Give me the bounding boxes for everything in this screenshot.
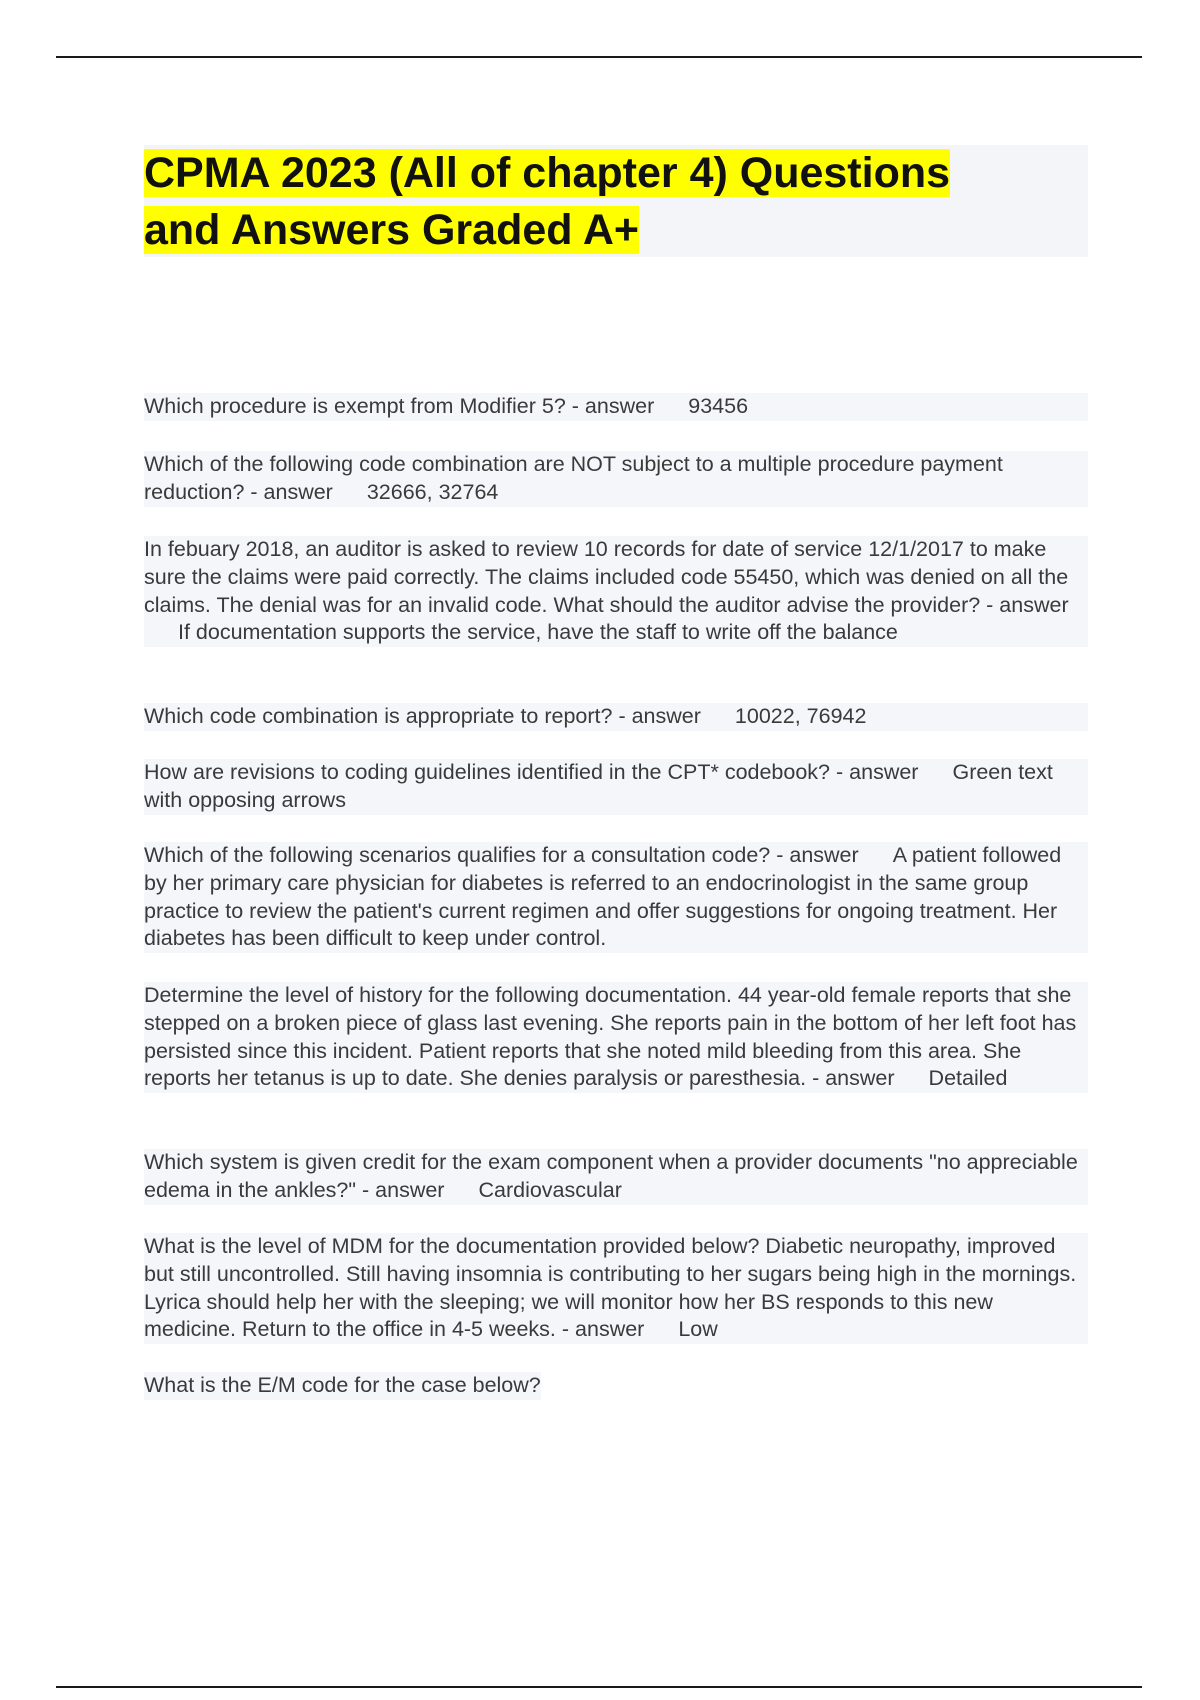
answer-text: A patient followed by her primary care physician for diabetes is referred to an endocrinologist in the same group practice to review the patient's current regimen and offer suggestions for ongoing treatment. Her diabetes has been difficult to keep under control. bbox=[144, 843, 1068, 951]
answer-separator: - answer bbox=[571, 394, 655, 418]
title-line-2: and Answers Graded A+ bbox=[144, 206, 640, 254]
answer-text: 32666, 32764 bbox=[366, 479, 499, 504]
qa-item-6 bbox=[144, 842, 1088, 953]
bottom-rule bbox=[56, 1686, 1142, 1688]
answer-separator: - answer bbox=[561, 1317, 645, 1342]
answer-text: Cardiovascular bbox=[478, 1177, 622, 1202]
answer-separator: - answer bbox=[618, 704, 701, 728]
answer-text: Low bbox=[678, 1317, 718, 1342]
answer-text: Detailed bbox=[928, 1066, 1008, 1091]
answer-separator: - answer bbox=[986, 592, 1069, 617]
answer-text: Green text with opposing arrows bbox=[144, 760, 1059, 812]
answer-separator: - answer bbox=[362, 1177, 445, 1202]
qa-item-1 bbox=[144, 393, 1088, 421]
question-text: Determine the level of history for the following documentation. 44 year-old female reports that she stepped on a broken piece of glass last evening. She reports pain in the bottom of her left foot has persisted since this incident. Patient reports that she noted mild bleeding from this area. She reports her tetanus is up to date. She denies paralysis or paresthesia. bbox=[144, 983, 1083, 1091]
qa-item-7 bbox=[144, 982, 1088, 1093]
answer-text: 10022, 76942 bbox=[734, 704, 867, 728]
answer-separator: - answer bbox=[812, 1066, 895, 1091]
question-text: What is the E/M code for the case below? bbox=[144, 1373, 541, 1397]
qa-item-8 bbox=[144, 1149, 1088, 1205]
question-text: How are revisions to coding guidelines identified in the CPT* codebook? bbox=[144, 760, 831, 784]
answer-text: 93456 bbox=[688, 394, 749, 418]
qa-item-2 bbox=[144, 451, 1088, 507]
qa-item-4 bbox=[144, 703, 1088, 731]
question-text: Which of the following scenarios qualifies for a consultation code? bbox=[144, 843, 771, 867]
question-text: Which system is given credit for the exam component when a provider documents "no appreciable edema in the ankles?" bbox=[144, 1150, 1084, 1202]
question-text: Which procedure is exempt from Modifier 5? bbox=[144, 394, 566, 418]
answer-text: If documentation supports the service, have the staff to write off the balance bbox=[178, 620, 898, 645]
qa-item-3 bbox=[144, 536, 1088, 647]
qa-item-9 bbox=[144, 1233, 1088, 1344]
document-title bbox=[144, 145, 1074, 259]
answer-separator: - answer bbox=[776, 843, 859, 867]
top-rule bbox=[56, 56, 1142, 58]
question-text: What is the level of MDM for the documentation provided below? Diabetic neuropathy, improved but still uncontrolled. Still having insomnia is contributing to her sugars being high in the mornings. Lyrica should help her with the sleeping; we will monitor how her BS responds to this new medicine. Return to the office in 4-5 weeks. bbox=[144, 1234, 1083, 1342]
question-text: Which of the following code combination are NOT subject to a multiple procedure payment reduction? bbox=[144, 452, 1009, 504]
answer-separator: - answer bbox=[250, 479, 333, 504]
title-line-1: CPMA 2023 (All of chapter 4) Questions bbox=[144, 149, 951, 197]
qa-item-5 bbox=[144, 759, 1088, 815]
qa-item-10 bbox=[144, 1372, 541, 1400]
question-text: In febuary 2018, an auditor is asked to review 10 records for date of service 12/1/2017 to make sure the claims were paid correctly. The claims included code 55450, which was denied on all the claims. The denial was for an invalid code. What should the auditor advise the provider? bbox=[144, 537, 1075, 617]
question-text: Which code combination is appropriate to report? bbox=[144, 704, 613, 728]
answer-separator: - answer bbox=[836, 760, 919, 784]
